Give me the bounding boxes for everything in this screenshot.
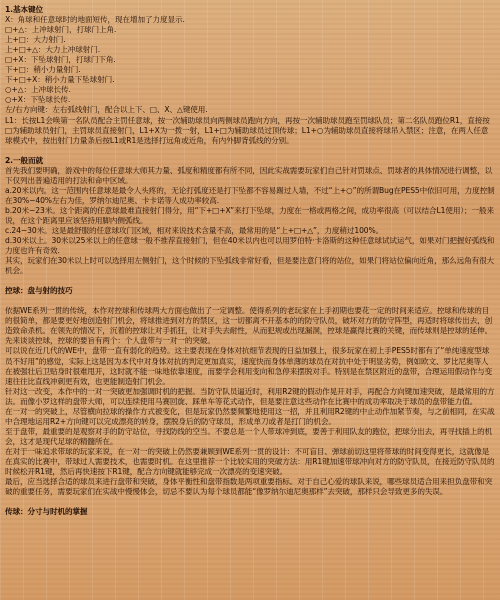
blank-line	[5, 296, 495, 306]
section-heading: 1.基本键位	[5, 5, 43, 14]
paragraph: 在对于一味追求带球的玩家来说，在一对一的突破上仍然要兼顾到WE系列一贯的设计：不可盲目、弹球前切这里将带球的时间变得更长，这就像是在真实的比赛中，带球过人需要技术，也需要时机。在这里推荐一个比较实用的突破方法：用R1键加速带球冲向对方的防守队员，在接近防守队员的时候松开R1键，然后再快速按下R1键，配合方向键就能够完成一次漂亮的变速突破。	[5, 446, 495, 477]
paragraph: 在一对一的突破上，尽管横向拉球的操作方式被变化，但是玩家仍然要频繁地使用这一招，并且利用R2键的中止动作加紧节奏，与之前相同，在实战中合理地运用R2+方向键可以完成漂亮的转身，摆脱身后的防守球员，形成单刀或者是打门的机会。	[5, 406, 495, 426]
paragraph: L1：长按L1会唤第一名队员配合主罚任意球，按一次辅助球员向两侧球员跑向方向，再按一次辅助球员跑至罚球队员；第二名队员跑位R1，直接按□为辅助球员射门，主罚球员直接射门，L1+X为一拨一射，L1+□为辅助球员过顶传球；L1+○为辅助球员直接将球吊入禁区；注意，在两人任意球模式中，按出射门力量条后按L1或R1是选择打远角或近角，有内外脚背弧线的分别。	[5, 115, 490, 145]
key-binding-line: 左/右方向键：左右弧线射门，配合以上下、□、X、△键使用.	[5, 105, 208, 115]
document-page	[5, 5, 495, 595]
key-binding-line: □+X：下坠球射门，打球门下角.	[5, 55, 116, 65]
blank-line	[5, 276, 495, 286]
paragraph: c.24~30米。这是最舒服的任意球攻门区域，相对来说技术含量不高，最常用的是“上+□+△”，力度稍过100%。	[5, 225, 384, 235]
paragraph: 至于盘带，最重要的是观察对手的防守站位，寻找防线的空当。不要总是一个人带球冲到底，要善于利用队友的跑位，把球分出去，再寻找插上的机会，这才是现代足球的精髓所在。	[5, 426, 493, 446]
paragraph: 先来谈谈控球，控球的要旨有两个：个人盘带与一对一的突破。	[5, 336, 215, 346]
paragraph: 首先我们要明确，游戏中的每位任意球大师其力量、弧度和精度都有所不同，因此实战需要玩家们自己针对罚球点、罚球者的具体情况进行调整，以下仅列出普遍适用的打法和命中区域。	[5, 165, 493, 185]
section-heading: 2.一般而就	[5, 155, 43, 165]
key-binding-line: X：角球和任意球时的地面短传，现在增加了力度显示.	[5, 15, 185, 25]
key-binding-line: ○+△：上冲球长传.	[5, 85, 71, 95]
paragraph: 可以说在近几代的WE中，盘带一直有弱化的趋势。这主要表现在身体对抗细节表现的日益加强上，很多玩家在初上手PES5时都有了“单纯速度型球员不好用”的感觉，实际上这是因为本代中对身体对抗的判定更加真实，速度快而身体单薄的球员在对抗中处于明显劣势，例如欧文、罗比尼奥等人在被强壮后卫贴身时很难甩开，这时就不能一味地依靠速度，而要学会利用变向和急停来摆脱对手。特别是在禁区附近的盘带，合理运用假动作与变速往往比直线冲刺更有效，也更能制造射门机会。	[5, 346, 493, 386]
paragraph: 最后，应当选择合适的球员来进行盘带和突破，身体平衡性和盘带指数是两项重要指标。对于自己心爱的球队来说，哪些球员适合用来担负盘带和突破的重要任务，需要玩家们在实战中慢慢体会，切忌不要认为每个球员都能“像罗纳尔迪尼奥那样”去突破，那样只会导致更多的失误。	[5, 477, 493, 497]
key-binding-line: □+△：上冲球射门，打球门上角.	[5, 25, 117, 35]
paragraph: 针对这一改变，本作中的一对一突破更加强调时机的把握。当防守队员逼近时，利用R2键的假动作晃开对手，再配合方向键加速突破，是最常用的方法。而像小罗这样的盘带大师，可以连续使用马赛回旋、踩单车等花式动作，但是要注意这些动作在比赛中的成功率取决于球员的盘带能力值。	[5, 386, 495, 406]
paragraph: a.20米以内。这一范围内任意球是最令人头疼的，无论打弧度还是打下坠都不容易踢过人墙，不过“上+○”的所谓Bug在PES5中依旧可用，力度控制在30%~40%左右为佳，罗纳尔迪尼奥、卡卡诺等人成功率较高.	[5, 185, 495, 205]
blank-line	[5, 146, 495, 156]
key-binding-line: 下+□+X：稍小力量下坠球射门.	[5, 75, 115, 85]
paragraph: 其实，玩家们在30米以上时可以选择用左侧射门，这个时候的下坠弧线非常好看，但是要注意门将的站位，如果门将站位偏向近角，那么远角有很大机会。	[5, 256, 495, 276]
blank-line	[5, 497, 495, 507]
paragraph: d.30米以上。30米以25米以上的任意球一般不推荐直接射门，但在40米以内也可以用罗伯特·卡洛斯的这种任意球试试运气，如果对门把握好弧线和力度也许有奇效.	[5, 236, 495, 256]
key-binding-line: 上+□：大力射门.	[5, 35, 66, 45]
key-binding-line: 上+□+△：大力上冲球射门.	[5, 45, 101, 55]
key-binding-line: 下+□：稍小力量射门.	[5, 65, 81, 75]
paragraph: 依据WE系列一贯的传统，本作对控球和传球两大方面也做出了一定调整。使得系列的老玩家在上手初期也要花一定的时间来适应。控球和传球的目的很简单，都是要更好地创造射门机会，将球推进到对方的禁区，这一切都离不开基本的的防守队员，破坏对方的防守阵型，再适时将球传出去，创造致命杀机。在领先的情况下，沉着的控球让对手抓狂，让对手失去耐性，从而犯规或出现漏洞，控球是赢得比赛的关键，而传球则是控球的延伸。	[5, 306, 493, 336]
paragraph: b.20米~23米。这个距离的任意球最难直接射门得分，用“下+□+X”来打下坠球，力度在一格或两格之间，成功率很高（可以结合L1使用）；一般来说，在这个距离里应该坚持用脚内侧弧线。	[5, 205, 494, 225]
section-heading: 控球：盘与射的技巧	[5, 286, 73, 296]
section-heading: 传球：分寸与时机的掌握	[5, 507, 88, 517]
key-binding-line: ○+X：下坠球长传.	[5, 95, 71, 105]
